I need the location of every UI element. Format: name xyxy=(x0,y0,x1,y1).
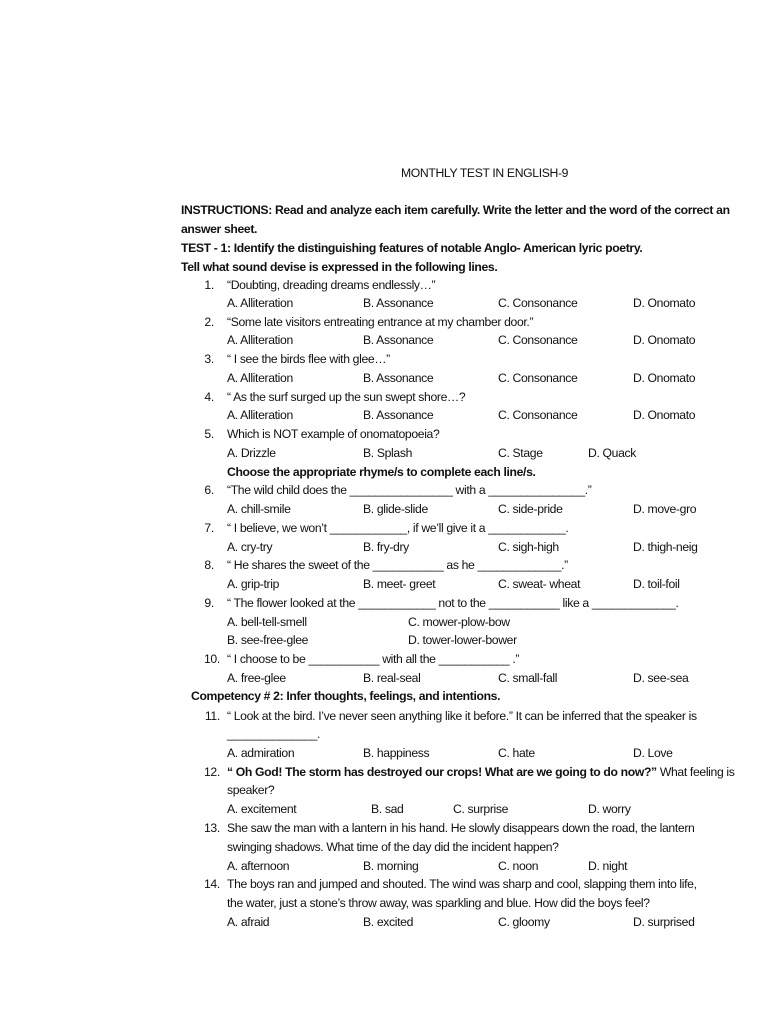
choice-a: A. afternoon xyxy=(227,859,290,873)
item-question: “ Look at the bird. I’ve never seen anything like it before.” It can be inferred that the speaker is xyxy=(227,709,697,723)
choice-c: C. side-pride xyxy=(498,502,563,516)
choice-c: C. noon xyxy=(498,859,539,873)
item-number: 7. xyxy=(204,521,214,535)
item-question: “ I see the birds flee with glee…” xyxy=(227,352,390,366)
item-number: 1. xyxy=(204,278,214,292)
choice-c: C. Consonance xyxy=(498,296,578,310)
choice-a: A. admiration xyxy=(227,746,295,760)
choice-d: D. night xyxy=(588,859,628,873)
item-question: “ I believe, we won’t ____________, if we’ll give it a ____________. xyxy=(227,521,569,535)
choice-b: B. Assonance xyxy=(363,296,434,310)
choice-a: A. Alliteration xyxy=(227,296,293,310)
item-question: “ The flower looked at the ____________ not to the ___________ like a _____________. xyxy=(227,596,679,610)
item-number: 8. xyxy=(204,558,214,572)
choice-c: C. Consonance xyxy=(498,333,578,347)
choice-c: C. surprise xyxy=(453,802,509,816)
choice-d: D. Onomato xyxy=(633,333,696,347)
choice-b: B. meet- greet xyxy=(363,577,436,591)
item-number: 12. xyxy=(203,765,220,779)
choice-d: D. move-gro xyxy=(633,502,697,516)
item-question-cont: the water, just a stone’s throw away, was sparkling and blue. How did the boys feel? xyxy=(227,896,650,910)
choice-c: C. Stage xyxy=(498,446,543,460)
choice-a: A. grip-trip xyxy=(227,577,280,591)
item-number: 4. xyxy=(204,390,214,404)
item-question: Which is NOT example of onomatopoeia? xyxy=(227,427,440,441)
item-number: 3. xyxy=(204,352,214,366)
item-question: The boys ran and jumped and shouted. The wind was sharp and cool, slapping them into life, xyxy=(227,877,697,891)
rhyme-section-heading: Choose the appropriate rhyme/s to complete each line/s. xyxy=(227,465,536,479)
choice-c: C. Consonance xyxy=(498,408,578,422)
choice-b: B. Assonance xyxy=(363,371,434,385)
choice-a: A. Alliteration xyxy=(227,371,293,385)
choice-b: B. see-free-glee xyxy=(227,633,309,647)
item-number: 11. xyxy=(204,709,220,723)
choice-b: B. happiness xyxy=(363,746,430,760)
choice-b: B. morning xyxy=(363,859,419,873)
choice-a: A. cry-try xyxy=(227,540,273,554)
choice-d: D. Quack xyxy=(588,446,636,460)
item-question-rest: What feeling is xyxy=(656,765,735,779)
item-number: 9. xyxy=(204,596,214,610)
instructions-line-1: INSTRUCTIONS: Read and analyze each item carefully. Write the letter and the word of the correct an xyxy=(181,203,730,217)
choice-d: D. Onomato xyxy=(633,371,696,385)
choice-d: D. tower-lower-bower xyxy=(408,633,517,647)
choice-a: A. bell-tell-smell xyxy=(227,615,307,629)
choice-a: A. Alliteration xyxy=(227,333,293,347)
item-question: “Doubting, dreading dreams endlessly…” xyxy=(227,278,436,292)
choice-c: C. gloomy xyxy=(498,915,550,929)
choice-b: B. Splash xyxy=(363,446,413,460)
competency-2-heading: Competency # 2: Infer thoughts, feelings, and intentions. xyxy=(191,689,501,703)
choice-c: C. sweat- wheat xyxy=(498,577,581,591)
item-question: “ He shares the sweet of the ___________ as he _____________.” xyxy=(227,558,568,572)
item-question: “ As the surf surged up the sun swept shore…? xyxy=(227,390,466,404)
choice-a: A. free-glee xyxy=(227,671,286,685)
item-question-cont: ______________. xyxy=(227,727,321,741)
item-question-cont: swinging shadows. What time of the day did the incident happen? xyxy=(227,840,559,854)
item-question-cont: speaker? xyxy=(227,783,275,797)
choice-a: A. afraid xyxy=(227,915,270,929)
item-number: 10. xyxy=(203,652,220,666)
choice-d: D. see-sea xyxy=(633,671,689,685)
instructions-line-2: answer sheet. xyxy=(181,222,258,236)
choice-c: C. Consonance xyxy=(498,371,578,385)
item-number: 5. xyxy=(204,427,214,441)
choice-c: C. hate xyxy=(498,746,535,760)
item-number: 14. xyxy=(203,877,220,891)
item-question: “The wild child does the ________________ with a _______________.” xyxy=(227,483,592,497)
test1-subheading: Tell what sound devise is expressed in the following lines. xyxy=(181,260,498,274)
choice-b: B. fry-dry xyxy=(363,540,409,554)
item-number: 13. xyxy=(203,821,220,835)
choice-d: D. toil-foil xyxy=(633,577,680,591)
item-number: 2. xyxy=(204,315,214,329)
choice-d: D. thigh-neig xyxy=(633,540,698,554)
choice-d: D. Onomato xyxy=(633,408,696,422)
page-title: MONTHLY TEST IN ENGLISH-9 xyxy=(401,166,569,180)
choice-b: B. real-seal xyxy=(363,671,421,685)
choice-b: B. Assonance xyxy=(363,333,434,347)
item-question: She saw the man with a lantern in his hand. He slowly disappears down the road, the lantern xyxy=(227,821,695,835)
item-question xyxy=(227,765,735,779)
item-question-quote: “ Oh God! The storm has destroyed our crops! What are we going to do now?” xyxy=(227,765,657,779)
choice-a: A. excitement xyxy=(227,802,297,816)
choice-d: D. worry xyxy=(588,802,631,816)
test1-heading: TEST - 1: Identify the distinguishing features of notable Anglo- American lyric poetry. xyxy=(181,241,643,255)
choice-b: B. glide-slide xyxy=(363,502,428,516)
choice-c: C. mower-plow-bow xyxy=(408,615,510,629)
choice-d: D. Love xyxy=(633,746,673,760)
choice-d: D. surprised xyxy=(633,915,695,929)
choice-b: B. sad xyxy=(371,802,404,816)
choice-a: A. chill-smile xyxy=(227,502,291,516)
choice-d: D. Onomato xyxy=(633,296,696,310)
item-question: “Some late visitors entreating entrance at my chamber door.” xyxy=(227,315,534,329)
choice-b: B. excited xyxy=(363,915,414,929)
choice-c: C. sigh-high xyxy=(498,540,559,554)
choice-a: A. Alliteration xyxy=(227,408,293,422)
choice-b: B. Assonance xyxy=(363,408,434,422)
choice-a: A. Drizzle xyxy=(227,446,276,460)
choice-c: C. small-fall xyxy=(498,671,558,685)
item-number: 6. xyxy=(204,483,214,497)
item-question: “ I choose to be ___________ with all the ___________ .” xyxy=(227,652,520,666)
